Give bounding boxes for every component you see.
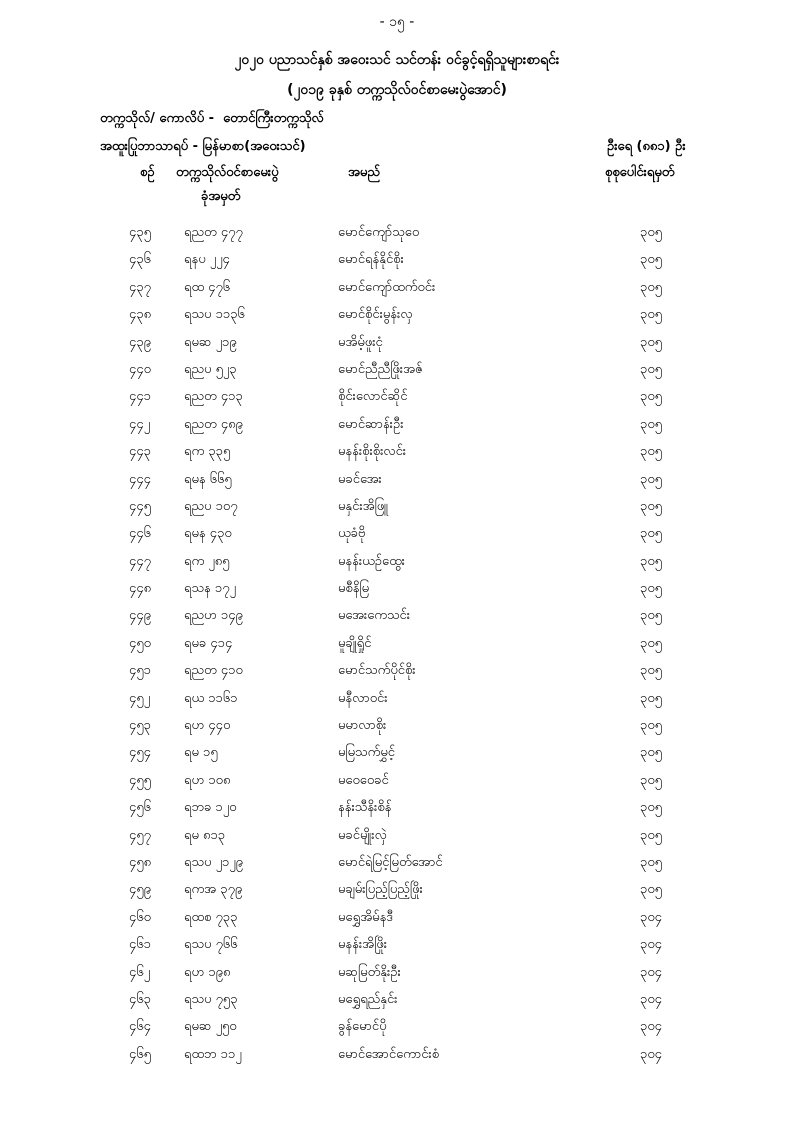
major-line: အထူးပြုဘာသာရပ် - မြန်မာစာ(အဝေးသင်) — [100, 139, 306, 154]
student-name: မူချိုရှိုင် — [338, 635, 372, 651]
row-number: ၄၅၉ — [129, 882, 151, 898]
column-header-roll: တက္ကသိုလ်ဝင်စာမေးပွဲ — [176, 165, 279, 180]
total-score: ၃၀၅ — [640, 334, 662, 350]
table-row — [0, 936, 794, 963]
table-row — [0, 991, 794, 1018]
table-row — [0, 635, 794, 662]
total-score: ၃၀၄ — [640, 964, 662, 980]
student-name: မနှင်းအိဖြူ — [338, 498, 388, 514]
document-subtitle: (၂၀၁၉ ခုနှစ် တက္ကသိုလ်ဝင်စာမေးပွဲအောင်) — [287, 82, 507, 98]
table-row — [0, 1018, 794, 1045]
roll-number: ရမ ၈၁၃ — [184, 827, 226, 843]
roll-number: ရမဆ ၂၁၉ — [184, 334, 237, 350]
roll-number: ရညတ ၄၁၀ — [184, 663, 243, 679]
total-score: ၃၀၅ — [640, 252, 662, 268]
table-row — [0, 224, 794, 251]
row-number: ၄၆၃ — [129, 991, 151, 1007]
total-score: ၃၀၄ — [640, 909, 662, 925]
student-name: မနန်းစိုးစိုးလင်း — [338, 444, 407, 460]
table-row — [0, 662, 794, 689]
row-number: ၄၄၃ — [129, 444, 151, 460]
row-number: ၄၄၄ — [129, 471, 151, 487]
student-name: မောင်ညီညီဖြိုးအဇ် — [338, 361, 423, 377]
table-row — [0, 854, 794, 881]
roll-number: ရသပ ၂၁၂၉ — [184, 854, 243, 870]
roll-number: ရကအ ၃၇၉ — [184, 882, 243, 898]
total-score: ၃၀၅ — [640, 389, 662, 405]
roll-number: ရက ၃၃၅ — [184, 444, 231, 460]
university-line: တက္ကသိုလ်/ ကောလိပ် - ‌ တောင်ကြီးတက္ကသိုလ် — [100, 111, 324, 126]
row-number: ၄၄၉ — [129, 608, 151, 624]
column-header-roll-line2: ခုံအမှတ် — [201, 189, 241, 204]
student-name: မရွှေအိမ်နဒီ — [338, 909, 394, 925]
total-score: ၃၀၅ — [640, 279, 662, 295]
total-score: ၃၀၅ — [640, 225, 662, 240]
table-row — [0, 964, 794, 991]
table-row — [0, 361, 794, 388]
column-header-score: စုစုပေါင်းရမှတ် — [605, 165, 675, 180]
roll-number: ရထ ၄၇၆ — [184, 279, 231, 295]
roll-number: ရညဟ ၁၄၉ — [184, 608, 243, 624]
roll-number: ရသပ ၁၁၃၆ — [184, 307, 245, 323]
roll-number: ရမန ၄၃၀ — [184, 526, 232, 542]
roll-number: ရသပ ၇၅၃ — [184, 991, 238, 1007]
page-number: - ၁၅ - — [379, 14, 415, 30]
roll-number: ရသန ၁၇၂ — [184, 581, 236, 597]
column-header-no: စဉ် — [140, 165, 155, 180]
row-number: ၄၄၂ — [129, 416, 151, 432]
student-name: မောင်စိုင်းမွန်းလှ — [338, 307, 413, 323]
total-score: ၃၀၅ — [640, 608, 662, 624]
total-score: ၃၀၄ — [640, 937, 662, 953]
roll-number: ရက ၂၈၅ — [184, 553, 230, 569]
total-score: ၃၀၅ — [640, 663, 662, 679]
student-name: မောင်ကျော်သုဝေ — [338, 225, 420, 240]
table-row — [0, 881, 794, 908]
student-name: မရွှေရည်နှင်း — [338, 991, 398, 1007]
row-number: ၄၃၈ — [129, 307, 152, 323]
row-number: ၄၅၈ — [129, 854, 152, 870]
table-row — [0, 690, 794, 717]
table-row — [0, 443, 794, 470]
student-name: မောင်သက်ပိုင်စိုး — [338, 663, 416, 679]
row-number: ၄၅၂ — [129, 690, 151, 706]
roll-number: ရထဘ ၁၁၂ — [184, 1046, 242, 1062]
student-name: နန်းသီနိးစိန် — [338, 800, 392, 816]
row-number: ၄၄၀ — [129, 361, 151, 377]
total-score: ၃၀၅ — [640, 361, 662, 377]
roll-number: ရနပ ၂၂၄ — [184, 252, 230, 268]
total-score: ၃၀၅ — [640, 444, 662, 460]
student-name: မအေးကေသင်း — [338, 608, 411, 624]
roll-number: ရဟ ၄၄၀ — [184, 718, 231, 734]
student-name: မဝေဝေခင် — [338, 772, 389, 788]
table-row — [0, 388, 794, 415]
row-number: ၄၅၀ — [129, 635, 151, 651]
roll-number: ရမခ ၄၁၄ — [184, 635, 233, 651]
row-number: ၄၅၅ — [129, 772, 151, 788]
row-number: ၄၃၇ — [129, 279, 151, 295]
table-row — [0, 416, 794, 443]
table-row — [0, 1046, 794, 1073]
quota-count: ဦးရေ (၈၈၁) ဦး — [607, 139, 686, 154]
table-row — [0, 306, 794, 333]
total-score: ၃၀၅ — [640, 827, 662, 843]
roll-number: ရညပ ၅၂၃ — [184, 361, 237, 377]
student-name: မောင်အောင်ကောင်းစံ — [338, 1046, 440, 1062]
total-score: ၃၀၅ — [640, 882, 662, 898]
row-number: ၄၅၄ — [129, 745, 151, 761]
row-number: ၄၆၂ — [129, 964, 151, 980]
roll-number: ရယ ၁၁၆၁ — [184, 690, 238, 706]
student-name: မစီနိမြ — [338, 581, 370, 597]
row-number: ၄၆၀ — [129, 909, 151, 925]
total-score: ၃၀၅ — [640, 772, 662, 788]
total-score: ၃၀၅ — [640, 745, 662, 761]
roll-number: ရမန ၆၆၅ — [184, 471, 232, 487]
student-name: မခင်မျိုးလှဲ — [338, 827, 387, 843]
student-name: မောင်ရဲမြင့်မြတ်အောင် — [338, 854, 443, 870]
student-name: မချမ်းပြည့်ပြည့်ဖြိုး — [338, 882, 423, 898]
student-name: မနန်းယဉ်ထွေး — [338, 553, 405, 569]
roll-number: ရညတ ၄၇၇ — [184, 225, 243, 240]
total-score: ၃၀၅ — [640, 307, 662, 323]
table-row — [0, 772, 794, 799]
roll-number: ရမဆ ၂၅၀ — [184, 1019, 237, 1035]
total-score: ၃၀၅ — [640, 635, 662, 651]
total-score: ၃၀၅ — [640, 854, 662, 870]
row-number: ၄၆၅ — [129, 1046, 151, 1062]
row-number: ၄၄၈ — [129, 581, 152, 597]
column-header-name: အမည် — [348, 165, 380, 180]
roll-number: ရဟ ၁၉၈ — [184, 964, 231, 980]
student-name: မောင်ရန်နိုင်စိုး — [338, 252, 404, 268]
table-row — [0, 498, 794, 525]
roll-number: ရညတ ၄၈၉ — [184, 416, 243, 432]
roll-number: ရမ ၁၅ — [184, 745, 218, 761]
student-name: ယုခံဗို — [338, 526, 366, 542]
roll-number: ရထစ ၇၃၃ — [184, 909, 238, 925]
table-row — [0, 279, 794, 306]
total-score: ၃၀၅ — [640, 553, 662, 569]
total-score: ၃၀၅ — [640, 416, 662, 432]
row-number: ၄၅၁ — [129, 663, 151, 679]
student-name: မခင်အေး — [338, 471, 382, 487]
roll-number: ရညတ ၄၁၃ — [184, 389, 243, 405]
student-name: မနန်းအိဖြိုး — [338, 937, 388, 953]
total-score: ၃၀၅ — [640, 526, 662, 542]
student-name: မမြသက်မွှင့် — [338, 745, 395, 761]
roll-number: ရညပ ၁၀၇ — [184, 498, 238, 514]
row-number: ၄၃၆ — [129, 252, 151, 268]
row-number: ၄၅၇ — [129, 827, 151, 843]
table-row — [0, 909, 794, 936]
table-row — [0, 717, 794, 744]
total-score: ၃၀၅ — [640, 800, 662, 816]
table-row — [0, 799, 794, 826]
row-number: ၄၃၉ — [129, 334, 151, 350]
row-number: ၄၆၁ — [129, 937, 151, 953]
table-row — [0, 827, 794, 854]
total-score: ၃၀၅ — [640, 581, 662, 597]
total-score: ၃၀၄ — [640, 991, 662, 1007]
table-row — [0, 553, 794, 580]
student-name: မောင်ဆာန်းဦး — [338, 416, 404, 432]
table-row — [0, 334, 794, 361]
roll-number: ရဘခ ၁၂၀ — [184, 800, 237, 816]
row-number: ၄၄၇ — [129, 553, 151, 569]
total-score: ၃၀၅ — [640, 690, 662, 706]
table-row — [0, 471, 794, 498]
row-number: ၄၅၃ — [129, 718, 151, 734]
table-row — [0, 580, 794, 607]
row-number: ၄၅၆ — [129, 800, 151, 816]
table-row — [0, 607, 794, 634]
table-row — [0, 525, 794, 552]
row-number: ၄၄၅ — [129, 498, 151, 514]
roll-number: ရဟ ၁၀၈ — [184, 772, 231, 788]
student-name: ခွန်မောင်ပို — [338, 1019, 387, 1035]
table-row — [0, 251, 794, 278]
student-name: မနီလာဝင်း — [338, 690, 388, 706]
total-score: ၃၀၅ — [640, 498, 662, 514]
results-table — [0, 224, 794, 1073]
student-name: မမာလာစိုး — [338, 718, 387, 734]
row-number: ၄၃၅ — [129, 225, 151, 240]
row-number: ၄၄၁ — [129, 389, 151, 405]
total-score: ၃၀၅ — [640, 718, 662, 734]
total-score: ၃၀၄ — [640, 1046, 662, 1062]
student-name: မောင်ကျော်ထက်ဝင်း — [338, 279, 436, 295]
document-title: ၂၀၂၀ ပညာသင်နှစ် အဝေးသင် သင်တန်း ဝင်ခွင့်ရရှိသူများစာရင်း — [234, 52, 560, 68]
row-number: ၄၆၄ — [129, 1019, 151, 1035]
student-name: စိုင်းလောင်ဆိုင် — [338, 389, 408, 405]
row-number: ၄၄၆ — [129, 526, 151, 542]
table-row — [0, 744, 794, 771]
roll-number: ရသပ ၇၆၆ — [184, 937, 238, 953]
total-score: ၃၀၅ — [640, 471, 662, 487]
total-score: ၃၀၄ — [640, 1019, 662, 1035]
student-name: မအိမ့်ဖူးငုံ — [338, 334, 383, 350]
student-name: မဆုမြတ်နိုးဦး — [338, 964, 401, 980]
